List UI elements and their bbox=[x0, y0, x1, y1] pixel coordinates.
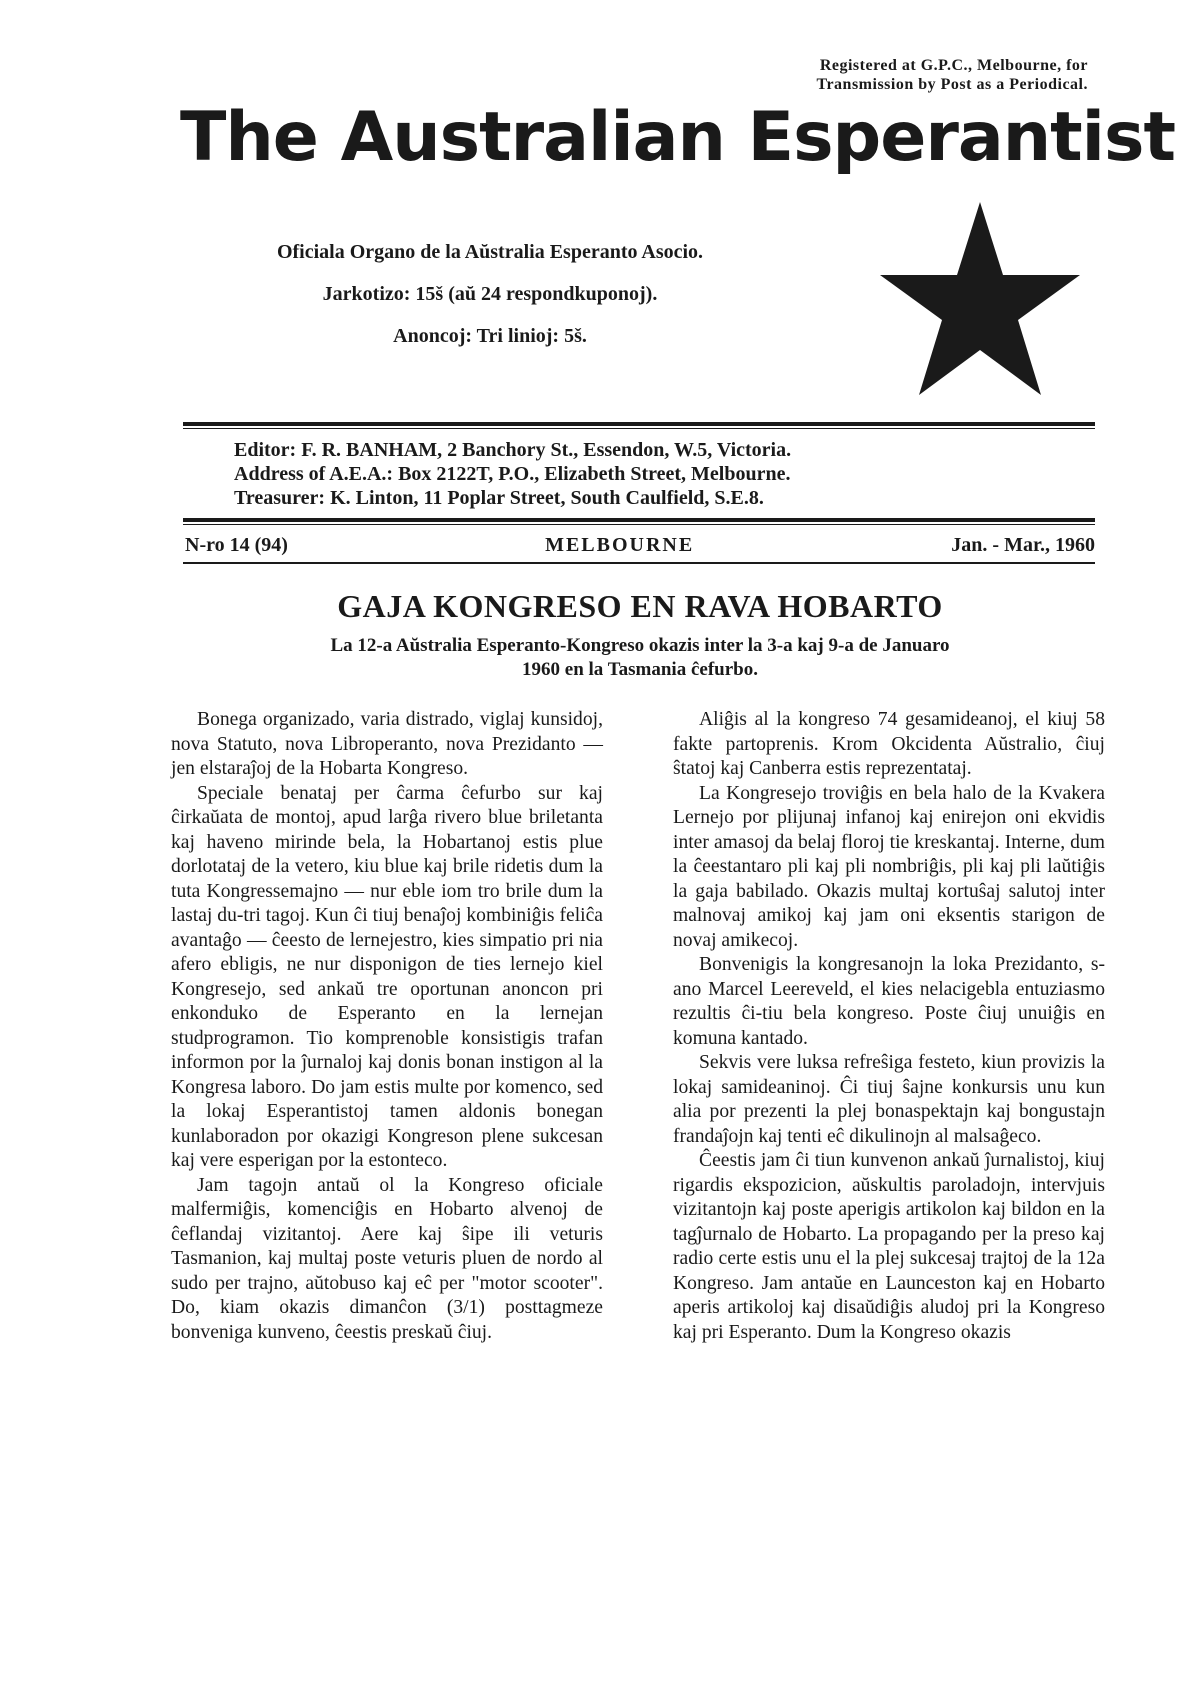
postal-registration-note bbox=[648, 56, 1088, 94]
editorial-info bbox=[234, 438, 1094, 510]
right-paragraph-1: Aliĝis al la kongreso 74 gesamideanoj, el kiuj 58 fakte partoprenis. Krom Okcidenta Aŭstralio, ĉiuj ŝtatoj kaj Canberra estis reprezentataj. bbox=[673, 709, 1105, 779]
address-line: Address of A.E.A.: Box 2122T, P.O., Elizabeth Street, Melbourne. bbox=[234, 463, 791, 485]
left-paragraph-3: Jam tagojn antaŭ ol la Kongreso oficiale malfermiĝis, komenciĝis en Hobarto alvenoj de ĉeflandaj vizitantoj. Aere kaj ŝipe ili veturis Tasmanion, kaj multaj poste veturis pluen de nordo al sudo per trajno, aŭtobuso kaj eĉ per "motor scooter". Do, kiam okazis dimanĉon (3/1) posttagmeze bonveniga kunveno, ĉeestis preskaŭ ĉiuj. bbox=[171, 1174, 603, 1343]
subheadline-line-1: La 12-a Aŭstralia Esperanto-Kongreso okazis inter la 3-a kaj 9-a de Januaro bbox=[330, 635, 950, 656]
issue-date: Jan. - Mar., 1960 bbox=[951, 534, 1095, 556]
article-subheadline bbox=[190, 634, 1090, 682]
mid-rule-thin bbox=[183, 524, 1095, 525]
top-rule-thick bbox=[183, 422, 1095, 426]
registration-line-2: Transmission by Post as a Periodical. bbox=[816, 76, 1088, 93]
article-column-left bbox=[171, 708, 603, 1345]
treasurer-line: Treasurer: K. Linton, 11 Poplar Street, South Caulfield, S.E.8. bbox=[234, 487, 764, 509]
masthead-title: The Australian Esperantist bbox=[180, 98, 1175, 177]
esperanto-star-icon bbox=[875, 200, 1085, 400]
issue-bottom-rule bbox=[183, 562, 1095, 564]
registration-line-1: Registered at G.P.C., Melbourne, for bbox=[819, 57, 1088, 74]
right-paragraph-4: Sekvis vere luksa refreŝiga festeto, kiun provizis la lokaj samideaninoj. Ĉi tiuj ŝajne konkursis unu kun alia por prezenti la plej bonaspektajn kaj bongustajn frandaĵojn kaj tenti eĉ dikulinojn al malsaĝeco. bbox=[673, 1052, 1105, 1147]
issue-city: MELBOURNE bbox=[545, 534, 695, 556]
top-rule-thin bbox=[183, 428, 1095, 429]
subheadline-line-2: 1960 en la Tasmania ĉefurbo. bbox=[522, 659, 758, 680]
official-organ-line: Oficiala Organo de la Aŭstralia Esperanto Asocio. bbox=[276, 241, 704, 263]
subscription-line: Jarkotizo: 15š (aŭ 24 respondkuponoj). bbox=[322, 283, 658, 305]
issue-number: N-ro 14 (94) bbox=[185, 534, 288, 556]
advertising-line: Anoncoj: Tri linioj: 5š. bbox=[393, 325, 587, 347]
mid-rule-thick bbox=[183, 518, 1095, 522]
editor-line: Editor: F. R. BANHAM, 2 Banchory St., Essendon, W.5, Victoria. bbox=[234, 439, 792, 461]
article-column-right bbox=[673, 708, 1105, 1345]
right-paragraph-5: Ĉeestis jam ĉi tiun kunvenon ankaŭ ĵurnalistoj, kiuj rigardis ekspozicion, aŭskultis paroladojn, intervjuis vizitantojn kaj poste aperigis artikolon kaj bildon en la tagĵurnalo de Hobarto. La propagando per la preso kaj radio certe estis unu el la plej sukcesaj trajtoj de la 12a Kongreso. Jam antaŭe en Launceston kaj en Hobarto aperis artikoloj kaj disaŭdiĝis aludoj pri la Kongreso kaj pri Esperanto. Dum la Kongreso okazis bbox=[673, 1150, 1105, 1343]
issue-info-row bbox=[185, 532, 1095, 558]
right-paragraph-2: La Kongresejo troviĝis en bela halo de la Kvakera Lernejo por plijunaj infanoj kaj enirejon oni ekvidis inter amasoj da belaj floroj tie kreskantaj. Interne, dum la ĉeestantaro pli kaj pli nombriĝis, pli kaj pli laŭtiĝis la gaja babilado. Okazis multaj kortuŝaj salutoj inter malnovaj amikoj kaj jam oni eksentis starigon de novaj amikecoj. bbox=[673, 782, 1105, 951]
left-paragraph-1: Bonega organizado, varia distrado, viglaj kunsidoj, nova Statuto, nova Libroperanto, nova Prezidanto — jen elstaraĵoj de la Hobarta Kongreso. bbox=[171, 709, 603, 779]
article-headline: GAJA KONGRESO EN RAVA HOBARTO bbox=[337, 588, 943, 624]
left-paragraph-2: Speciale benataj per ĉarma ĉefurbo sur kaj ĉirkaŭata de montoj, apud larĝa rivero blue briletanta kaj haveno mirinde bela, la Hobartanoj estis plue dorlotataj de la vetero, kiu blue kaj brile ridetis dum la tuta Kongressemajno — nur eble iom tro brile dum la lastaj du-tri tagoj. Kun ĉi tiuj benaĵoj kombiniĝis feliĉa avantaĝo — ĉeesto de lernejestro, kies simpatio pri nia afero ebligis, ne nur disponigon de ties lernejo kiel Kongresejo, sed ankaŭ tre oportunan anoncon pri enkonduko de Esperanto en la lernejan studprogramon. Tio komprenoble konsistigis trafan informon por la ĵurnaloj kaj donis bonan instigon al la Kongresa laboro. Do jam estis multe por komenco, sed la lokaj Esperantistoj tamen aldonis bonegan kunlaboradon por okazigi Kongreson plene sukcesan kaj vere esperigan por la estonteco. bbox=[171, 782, 603, 1171]
right-paragraph-3: Bonvenigis la kongresanojn la loka Prezidanto, s-ano Marcel Leereveld, el kies nelacigebla entuziasmo rezultis ĉi-tiu bela kongreso. Poste ĉiuj unuiĝis en komuna kantado. bbox=[673, 954, 1105, 1049]
